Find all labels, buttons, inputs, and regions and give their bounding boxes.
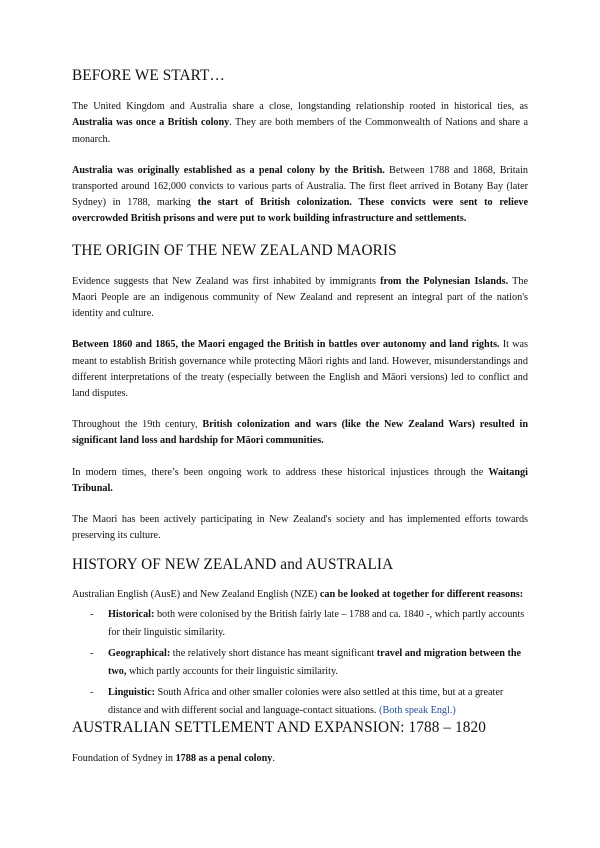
heading-history-nz-australia: HISTORY OF NEW ZEALAND and AUSTRALIA xyxy=(72,556,394,574)
reasons-list xyxy=(72,606,528,720)
paragraph-polynesian-origin: Evidence suggests that New Zealand was first inhabited by immigrants from the Polynesian Islands. The Maori People are an indigenous community of New Zealand and represent an integral part of the nation's identity and culture. xyxy=(72,275,528,320)
dash-bullet: - xyxy=(90,608,94,620)
heading-origin-maoris: THE ORIGIN OF THE NEW ZEALAND MAORIS xyxy=(72,241,397,259)
list-item-linguistic: - Linguistic: South Africa and other smaller colonies were also settled at this time, but at a greater distance and with different social and language-contact situations. (Both speak Engl.) xyxy=(72,684,528,720)
paragraph-penal-colony: Australia was originally established as a penal colony by the British. Between 1788 and 1868, Britain transported around 162,000 convicts to various parts of Australia. The first fleet arrived in Botany Bay (later Sydney) in 1788, marking the start of British colonization. These convicts were sent to relieve overcrowded British prisons and were put to work building infrastructure and settlements. xyxy=(72,164,528,225)
paragraph-ause-nze: Australian English (AusE) and New Zealand English (NZE) can be looked at together for different reasons: xyxy=(72,588,524,600)
paragraph-maori-battles: Between 1860 and 1865, the Maori engaged the British in battles over autonomy and land rights. It was meant to establish British governance while protecting Māori rights and land. However, misunderstandings and different interpretations of the treaty (especially between the English and Māori versions) led to conflict and land disputes. xyxy=(72,339,529,400)
heading-australian-settlement: AUSTRALIAN SETTLEMENT AND EXPANSION: 1788 – 1820 xyxy=(72,718,487,736)
dash-bullet: - xyxy=(90,647,94,659)
paragraph-maori-culture: The Maori has been actively participating in New Zealand's society and has implemented efforts towards preserving its culture. xyxy=(72,514,528,542)
paragraph-foundation-sydney: Foundation of Sydney in 1788 as a penal colony. xyxy=(72,753,275,765)
list-item-geographical: - Geographical: the relatively short distance has meant significant travel and migration between the two, which partly accounts for their linguistic similarity. xyxy=(72,645,528,681)
heading-before-we-start: BEFORE WE START… xyxy=(72,67,225,84)
list-item-historical: - Historical: both were colonised by the British fairly late – 1788 and ca. 1840 -, which partly accounts for their linguistic similarity. xyxy=(72,606,528,642)
paragraph-uk-australia: The United Kingdom and Australia share a close, longstanding relationship rooted in historical ties, as Australia was once a British colony. They are both members of the Commonwealth of Nations and share a monarch. xyxy=(72,101,528,145)
paragraph-19th-century: Throughout the 19th century, British colonization and wars (like the New Zealand Wars) resulted in significant land loss and hardship for Māori communities. xyxy=(72,419,528,447)
document-page xyxy=(72,68,528,767)
paragraph-modern-times: In modern times, there’s been ongoing work to address these historical injustices through the Waitangi Tribunal. xyxy=(72,466,528,494)
blue-note: (Both speak Engl.) xyxy=(379,704,456,716)
dash-bullet: - xyxy=(90,686,94,698)
